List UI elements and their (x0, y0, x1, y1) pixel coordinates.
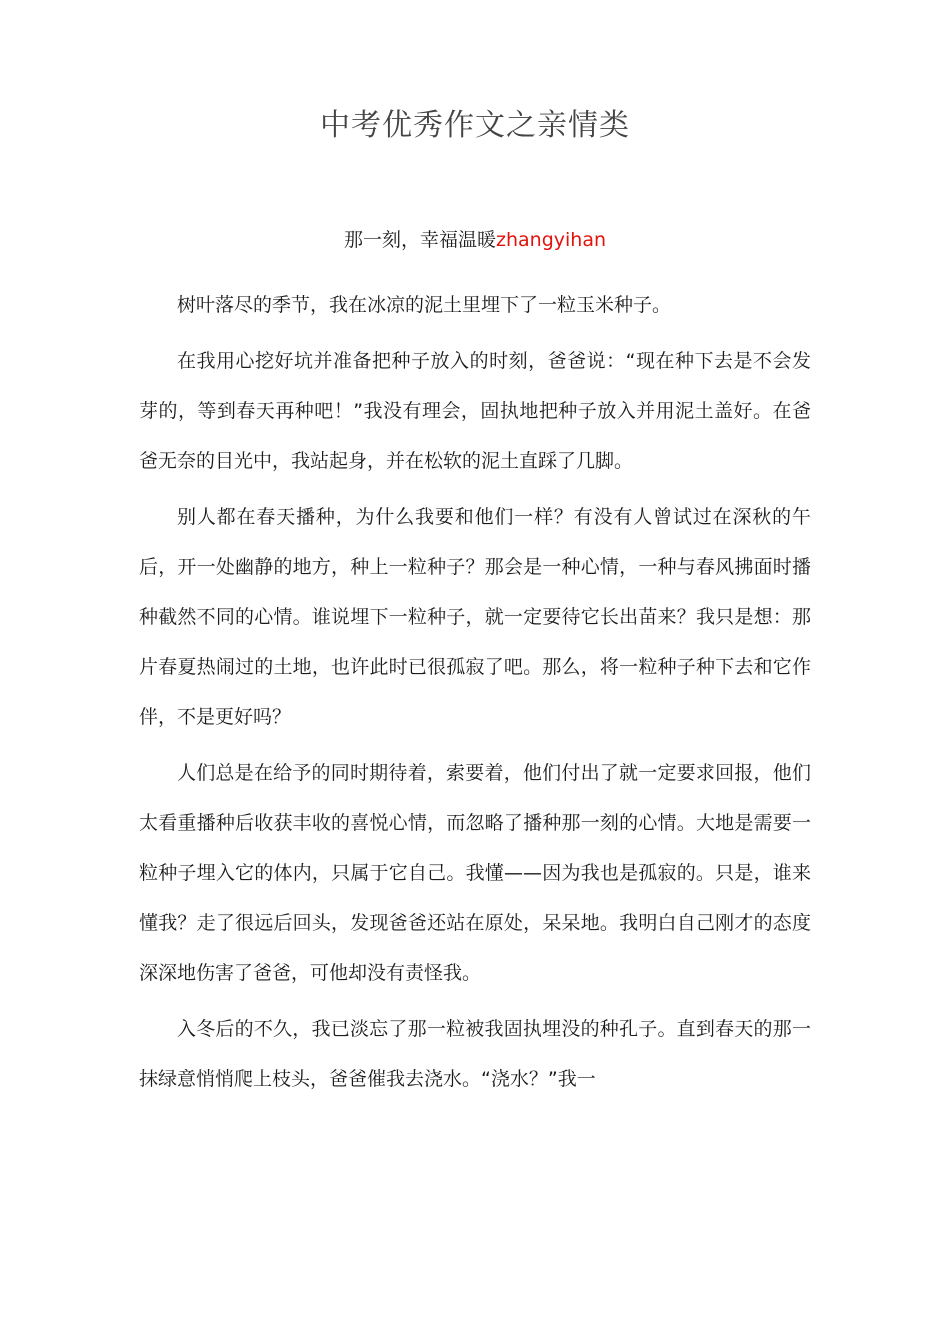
paragraph-1: 树叶落尽的季节，我在冰凉的泥土里埋下了一粒玉米种子。 (177, 294, 672, 316)
document-title: 中考优秀作文之亲情类 (320, 108, 630, 143)
paragraph-5: 入冬后的不久，我已淡忘了那一粒被我固执埋没的种孔子。直到春天的那一抹绿意悄悄爬上枝头，爸爸催我去浇水。“浇水？”我一 (139, 1018, 811, 1090)
essay-author: zhangyihan (496, 229, 607, 251)
paragraph-2: 在我用心挖好坑并准备把种子放入的时刻，爸爸说：“现在种下去是不会发芽的，等到春天再种吧！”我没有理会，固执地把种子放入并用泥土盖好。在爸爸无奈的目光中，我站起身，并在松软的泥土直踩了几脚。 (139, 350, 811, 472)
essay-heading (0, 225, 950, 255)
paragraph-3: 别人都在春天播种，为什么我要和他们一样？有没有人曾试过在深秋的午后，开一处幽静的地方，种上一粒种子？那会是一种心情，一种与春风拂面时播种截然不同的心情。谁说埋下一粒种子，就一定要待它长出苗来？我只是想：那片春夏热闹过的土地，也许此时已很孤寂了吧。那么，将一粒种子种下去和它作伴，不是更好吗？ (139, 506, 811, 728)
essay-title: 那一刻，幸福温暖 (343, 229, 496, 251)
paragraph-4: 人们总是在给予的同时期待着，索要着，他们付出了就一定要求回报，他们太看重播种后收获丰收的喜悦心情，而忽略了播种那一刻的心情。大地是需要一粒种子埋入它的体内，只属于它自己。我懂——因为我也是孤寂的。只是，谁来懂我？走了很远后回头，发现爸爸还站在原处，呆呆地。我明白自己刚才的态度深深地伤害了爸爸，可他却没有责怪我。 (139, 762, 811, 984)
essay-body (139, 280, 811, 1110)
